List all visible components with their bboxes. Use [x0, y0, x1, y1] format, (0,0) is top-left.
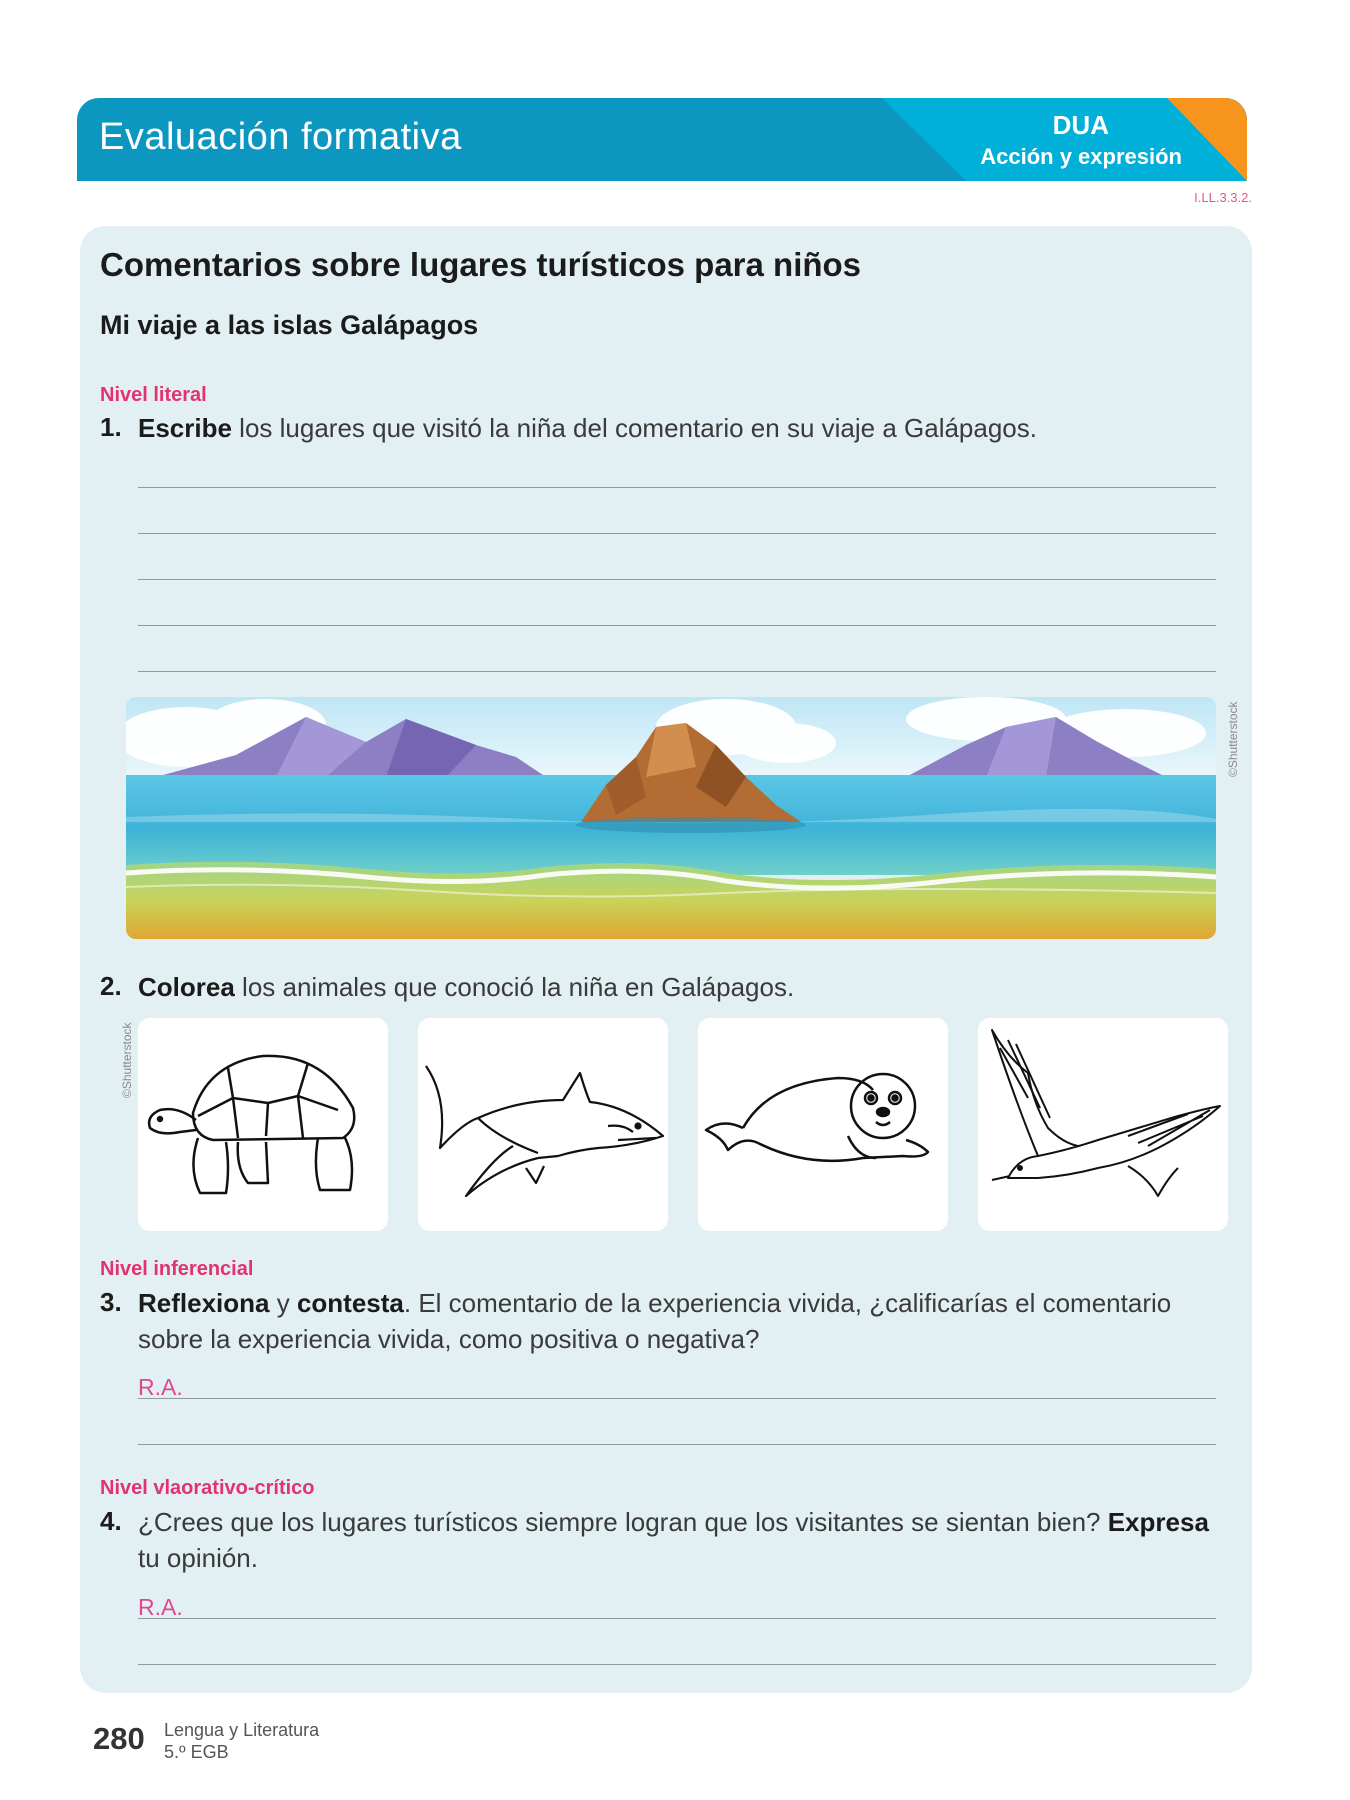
- indicator-code: I.LL.3.3.2.: [1194, 190, 1252, 205]
- answer-line[interactable]: [138, 671, 1216, 672]
- answer-line[interactable]: [138, 1618, 1216, 1619]
- dua-title: DUA: [1052, 110, 1109, 140]
- page-number: 280: [93, 1721, 145, 1756]
- question-4-verb: Expresa: [1107, 1507, 1209, 1537]
- question-4-body: ¿Crees que los lugares turísticos siempre logran que los visitantes se sientan bien?: [138, 1507, 1108, 1537]
- question-3-verb-contesta: contesta: [296, 1288, 404, 1318]
- question-4-answer: R.A.: [138, 1594, 183, 1620]
- question-3-answer: R.A.: [138, 1374, 183, 1400]
- question-2-body: los animales que conoció la niña en Galápagos.: [234, 972, 795, 1002]
- seal-icon: [698, 1018, 948, 1231]
- question-1-text: [138, 410, 1218, 446]
- question-4-body-end: tu opinión.: [138, 1543, 258, 1573]
- activity-title: Comentarios sobre lugares turísticos para niños: [100, 246, 862, 283]
- seal-coloring-card[interactable]: [698, 1018, 948, 1231]
- question-2-number: 2.: [100, 971, 122, 1001]
- seagull-icon: [978, 1018, 1228, 1231]
- answer-line[interactable]: [138, 625, 1216, 626]
- answer-line[interactable]: [138, 1444, 1216, 1445]
- tortoise-coloring-card[interactable]: [138, 1018, 388, 1231]
- question-2-text: [138, 969, 1218, 1005]
- galapagos-scene-illustration: [126, 697, 1216, 939]
- question-1-number: 1.: [100, 412, 122, 442]
- level-valorativo-critico: Nivel vlaorativo-crítico: [100, 1477, 315, 1499]
- answer-line[interactable]: [138, 1664, 1216, 1665]
- answer-line[interactable]: [138, 579, 1216, 580]
- shark-coloring-card[interactable]: [418, 1018, 668, 1231]
- question-4-text: [138, 1504, 1228, 1576]
- header-band: [77, 98, 1247, 181]
- question-1-body: los lugares que visitó la niña del comentario en su viaje a Galápagos.: [231, 413, 1037, 443]
- answer-line[interactable]: [138, 1398, 1216, 1399]
- subject-label: Lengua y Literatura: [164, 1720, 320, 1740]
- question-3-joiner: y: [269, 1288, 297, 1318]
- tortoise-icon: [138, 1018, 388, 1231]
- activity-card: [80, 226, 1252, 1693]
- question-3-body: . El comentario de la experiencia vivida, ¿calificarías el comentario sobre la experiencia vivida, como positiva o negativa?: [138, 1288, 1172, 1354]
- scene-credit: ©Shutterstock: [1226, 701, 1240, 777]
- level-inferencial: Nivel inferencial: [100, 1258, 254, 1280]
- question-3-number: 3.: [100, 1287, 122, 1317]
- level-literal: Nivel literal: [100, 384, 207, 406]
- header-title: Evaluación formativa: [99, 116, 462, 158]
- question-3-verb-reflexiona: Reflexiona: [138, 1288, 270, 1318]
- dua-subtitle: Acción y expresión: [980, 144, 1182, 169]
- question-2-verb: Colorea: [138, 972, 235, 1002]
- question-3-text: [138, 1285, 1228, 1357]
- shark-icon: [418, 1018, 668, 1231]
- grade-label: 5.º EGB: [164, 1742, 229, 1762]
- question-1-verb: Escribe: [138, 413, 232, 443]
- answer-line[interactable]: [138, 487, 1216, 488]
- animals-credit: ©Shutterstock: [120, 1022, 134, 1098]
- question-4-number: 4.: [100, 1506, 122, 1536]
- seagull-coloring-card[interactable]: [978, 1018, 1228, 1231]
- activity-subtitle: Mi viaje a las islas Galápagos: [100, 310, 479, 340]
- answer-line[interactable]: [138, 533, 1216, 534]
